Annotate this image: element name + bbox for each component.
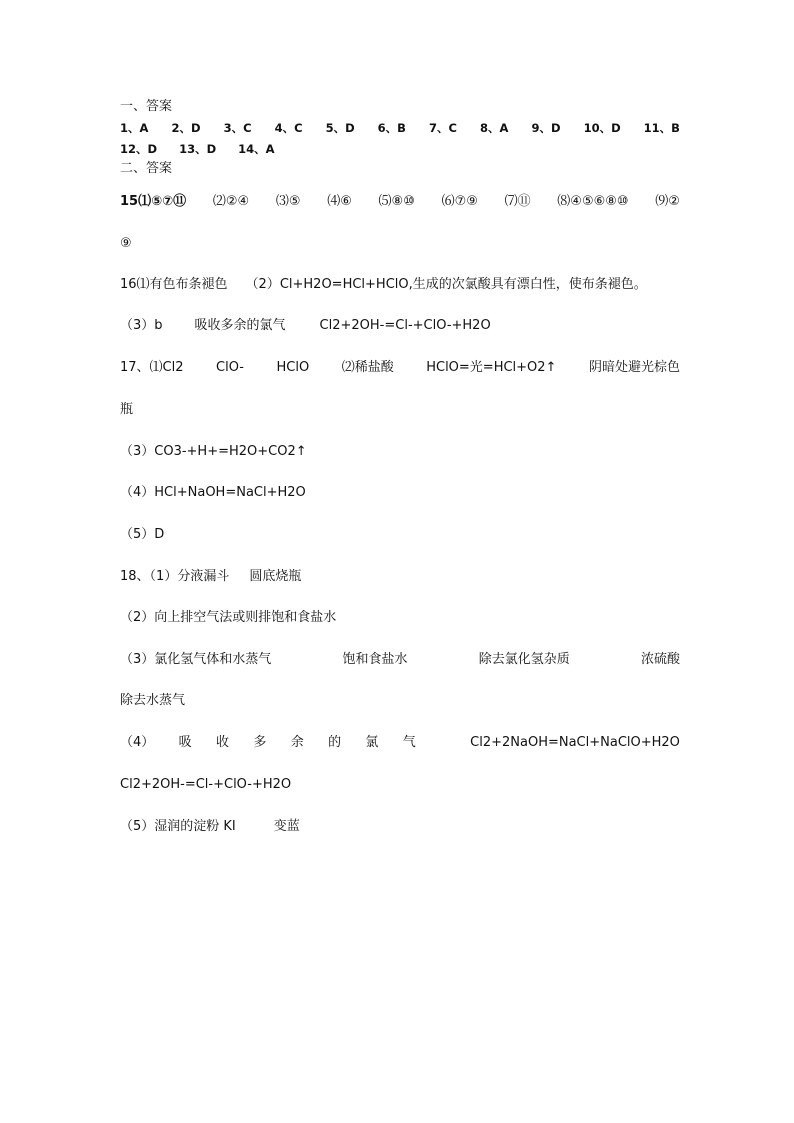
q17-line1 <box>120 359 680 377</box>
q15-part: ⑷⑥ <box>327 194 352 209</box>
q18-part3d: 浓硫酸 <box>640 652 680 667</box>
section1-heading: 一、答案 <box>120 99 173 114</box>
q15-part: ⑵②④ <box>212 194 250 209</box>
q18-part5b: 变蓝 <box>273 819 300 834</box>
mc-answers-row2 <box>120 140 680 158</box>
mc-answer: 6、B <box>377 121 406 135</box>
q18-part4-wrap: Cl2+2OH-=Cl-+ClO-+H2O <box>120 777 292 792</box>
mc-answer: 10、D <box>583 121 621 135</box>
q17-part3: （3）CO3-+H+=H2O+CO2↑ <box>120 444 307 459</box>
q17-part: ClO- <box>216 360 244 375</box>
mc-answer: 3、C <box>223 121 252 135</box>
q16-purpose: 吸收多余的氯气 <box>194 318 286 333</box>
q18-part1b: 圆底烧瓶 <box>249 569 302 584</box>
q16-part3: （3）b <box>120 318 163 333</box>
mc-answer: 13、D <box>179 142 217 156</box>
q18-part1: 18、（1）分液漏斗 <box>120 569 230 584</box>
q18-part4-char: 多 <box>253 735 267 750</box>
q17-wrap: 瓶 <box>120 402 134 417</box>
q16-line2 <box>120 317 680 335</box>
q15-part: ⑶⑤ <box>275 194 301 209</box>
q18-part4-char: 的 <box>328 735 342 750</box>
mc-answer: 4、C <box>274 121 303 135</box>
q15-answers <box>120 193 680 211</box>
mc-answer: 7、C <box>429 121 457 135</box>
q17-part: 17、⑴Cl2 <box>120 360 184 375</box>
q16-part1: 16⑴有色布条褪色 <box>120 277 228 292</box>
q17-part5: （5）D <box>120 527 165 542</box>
mc-answer: 9、D <box>531 121 561 135</box>
q18-part5a: （5）湿润的淀粉 KI <box>120 819 236 834</box>
q18-part4-char: 氯 <box>365 735 379 750</box>
q18-part4-char: 气 <box>402 735 416 750</box>
q17-part4: （4）HCl+NaOH=NaCl+H2O <box>120 485 306 500</box>
q15-part: ⑺⑪ <box>504 194 531 209</box>
q18-part2: （2）向上排空气法或则排饱和食盐水 <box>120 610 337 625</box>
section2-heading: 二、答案 <box>120 161 173 176</box>
q18-part3b: 饱和食盐水 <box>342 652 408 667</box>
q18-part3c: 除去氯化氢杂质 <box>478 652 570 667</box>
q18-part3-wrap: 除去水蒸气 <box>120 693 186 708</box>
mc-answer: 1、A <box>120 121 149 135</box>
q18-part4-equation: Cl2+2NaOH=NaCl+NaClO+H2O <box>470 735 680 750</box>
q15-part: ⑸⑧⑩ <box>378 194 415 209</box>
mc-answer: 12、D <box>120 142 158 156</box>
q18-part4-char: 吸 <box>178 735 192 750</box>
q15-wrap: ⑨ <box>120 236 132 251</box>
q17-part: ⑵稀盐酸 <box>341 360 394 375</box>
q15-part: 15⑴⑤⑦⑪ <box>120 194 187 209</box>
q18-line4 <box>120 734 680 752</box>
q15-part: ⑹⑦⑨ <box>441 194 478 209</box>
q18-line5 <box>120 818 680 836</box>
q17-part: HClO=光=HCl+O2↑ <box>426 360 557 375</box>
q17-part: 阴暗处避光棕色 <box>588 360 680 375</box>
q18-part4-char: 余 <box>290 735 304 750</box>
mc-answer: 8、A <box>480 121 509 135</box>
mc-answer: 14、A <box>238 142 275 156</box>
q16-line1 <box>120 276 680 294</box>
q18-line3 <box>120 651 680 669</box>
q17-part: HClO <box>276 360 310 375</box>
q18-part3a: （3）氯化氢气体和水蒸气 <box>120 652 272 667</box>
q18-line1 <box>120 568 680 586</box>
mc-answer: 2、D <box>171 121 201 135</box>
mc-answer: 5、D <box>325 121 355 135</box>
q16-equation: Cl2+2OH-=Cl-+ClO-+H2O <box>319 318 491 333</box>
mc-answer: 11、B <box>643 121 680 135</box>
q18-part4-char: 收 <box>215 735 229 750</box>
q18-part4-label: （4） <box>120 735 155 750</box>
mc-answers-row1 <box>120 119 680 137</box>
q15-part: ⑼② <box>655 194 680 209</box>
q16-part2: （2）Cl+H2O=HCl+HClO,生成的次氯酸具有漂白性，使布条褪色。 <box>245 277 647 292</box>
q15-part: ⑻④⑤⑥⑧⑩ <box>557 194 629 209</box>
